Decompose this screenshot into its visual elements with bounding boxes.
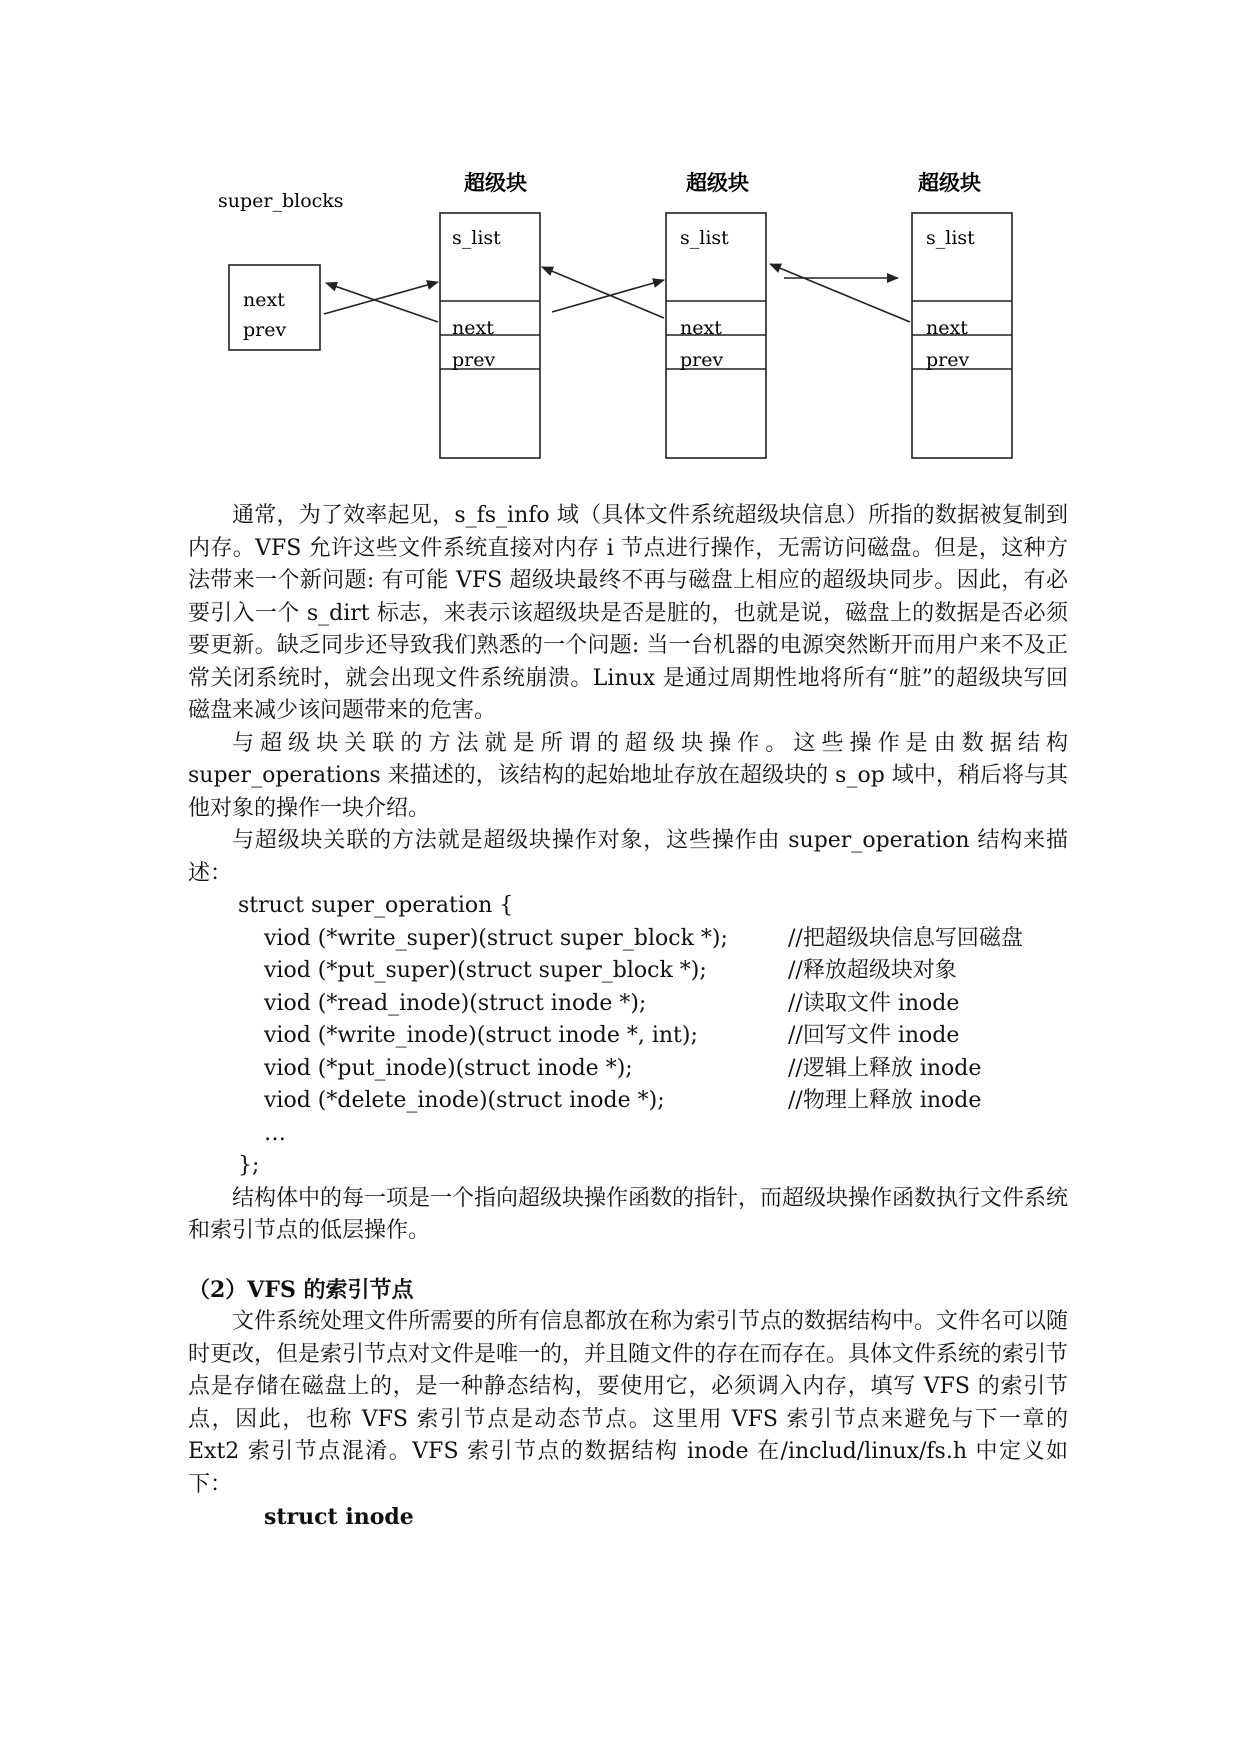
code-text: viod (*put_super)(struct super_block *); xyxy=(264,958,707,983)
superblock-1-title: 超级块 xyxy=(464,170,527,195)
code-ellipsis: … xyxy=(264,1120,286,1146)
code-line xyxy=(188,955,1068,988)
code-comment: //物理上释放 inode xyxy=(788,1088,982,1113)
superblock-2-s-list-label: s_list xyxy=(680,227,729,249)
paragraph-vfs-inode: 文件系统处理文件所需要的所有信息都放在称为索引节点的数据结构中。文件名可以随时更改，但是索引节点对文件是唯一的，并且随文件的存在而存在。具体文件系统的索引节点是存储在磁盘上的，是一种静态结构，要使用它，必须调入内存，填写 VFS 的索引节点，因此，也称 VFS 索引节点是动态节点。这里用 VFS 索引节点来避免与下一章的 Ext2 索引节点混淆。VFS 索引节点的数据结构 inode 在/includ/linux/fs.h 中定义如下： xyxy=(188,1309,1069,1497)
code-comment: //回写文件 inode xyxy=(788,1023,960,1048)
arrow-block1-prev-to-head xyxy=(326,283,438,322)
code-line xyxy=(188,1020,1068,1053)
superblock-3-prev-label: prev xyxy=(926,349,970,371)
code-line xyxy=(188,923,1068,956)
list-head-next-label: next xyxy=(243,289,285,311)
code-struct-close: }; xyxy=(238,1153,260,1178)
paragraph-superblock-sync: 通常，为了效率起见，s_fs_info 域（具体文件系统超级块信息）所指的数据被复制到内存。VFS 允许这些文件系统直接对内存 i 节点进行操作，无需访问磁盘。但是，这种方法带来一个新问题: 有可能 VFS 超级块最终不再与磁盘上相应的超级块同步。因此，有必要引入一个 s_dirt 标志，来表示该超级块是否是脏的，也就是说，磁盘上的数据是否必须要更新。缺乏同步还导致我们熟悉的一个问题: 当一台机器的电源突然断开而用户来不及正常关闭系统时，就会出现文件系统崩溃。Linux 是通过周期性地将所有“脏”的超级块写回磁盘来减少该问题带来的危害。 xyxy=(188,503,1068,723)
superblock-2-prev-label: prev xyxy=(680,349,724,371)
page-body xyxy=(188,500,1068,1534)
code-text: viod (*delete_inode)(struct inode *); xyxy=(264,1088,665,1113)
superblock-3-s-list-label: s_list xyxy=(926,227,975,249)
superblock-1-s-list-label: s_list xyxy=(452,227,501,249)
superblock-1-prev-label: prev xyxy=(452,349,496,371)
code-block-super-operation xyxy=(188,890,1068,1183)
section-heading-vfs-inode: （2）VFS 的索引节点 xyxy=(188,1276,414,1303)
superblock-3-title: 超级块 xyxy=(918,170,981,195)
paragraph-superblock-operations: 与超级块关联的方法就是所谓的超级块操作。这些操作是由数据结构 super_operations 来描述的，该结构的起始地址存放在超级块的 s_op 域中，稍后将与其他对象的操作一块介绍。 xyxy=(188,730,1068,821)
code-comment: //把超级块信息写回磁盘 xyxy=(788,925,1023,951)
code-comment: //逻辑上释放 inode xyxy=(788,1055,982,1081)
arrow-head-next-to-block1 xyxy=(324,282,438,314)
code-text: viod (*read_inode)(struct inode *); xyxy=(264,990,647,1016)
super-blocks-label: super_blocks xyxy=(218,190,344,212)
code-comment: //读取文件 inode xyxy=(788,990,960,1016)
code-line xyxy=(188,1053,1068,1086)
code-struct-inode: struct inode xyxy=(264,1504,414,1530)
superblock-list-diagram xyxy=(0,0,1241,480)
code-line xyxy=(188,1085,1068,1118)
arrow-block3-prev-to-block2 xyxy=(770,264,910,322)
superblock-2-title: 超级块 xyxy=(686,170,749,195)
superblock-3-next-label: next xyxy=(926,317,968,339)
code-struct-open: struct super_operation { xyxy=(238,893,514,918)
superblock-1-next-label: next xyxy=(452,317,494,339)
code-text: viod (*write_super)(struct super_block *); xyxy=(264,925,728,951)
code-text: viod (*put_inode)(struct inode *); xyxy=(264,1055,633,1081)
list-head-prev-label: prev xyxy=(243,319,287,341)
paragraph-super-operation-intro: 与超级块关联的方法就是超级块操作对象，这些操作由 super_operation 结构来描述： xyxy=(188,828,1068,886)
superblock-2-next-label: next xyxy=(680,317,722,339)
arrow-block1-next-to-block2 xyxy=(552,280,664,312)
paragraph-after-code: 结构体中的每一项是一个指向超级块操作函数的指针，而超级块操作函数执行文件系统和索引节点的低层操作。 xyxy=(188,1185,1069,1243)
code-line xyxy=(188,988,1068,1021)
code-comment: //释放超级块对象 xyxy=(788,958,957,983)
code-text: viod (*write_inode)(struct inode *, int); xyxy=(264,1023,698,1048)
